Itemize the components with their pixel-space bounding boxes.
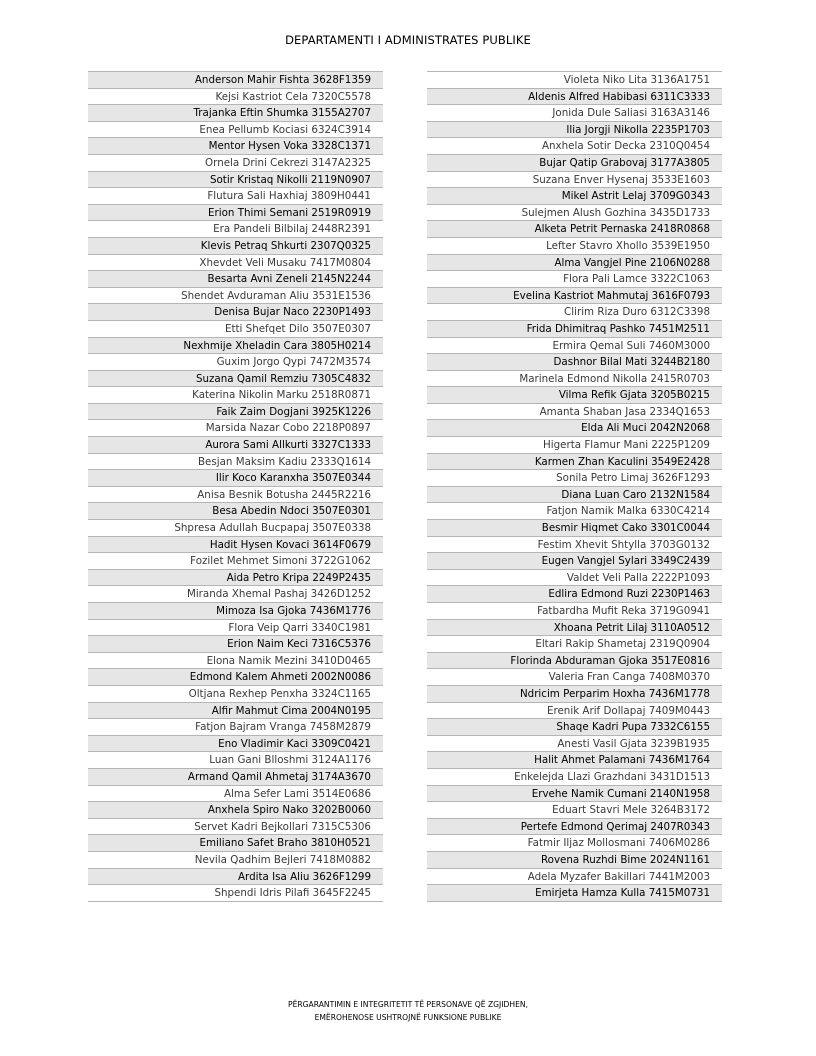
person-entry: Suzana Qamil Remziu 7305C4832 (195, 372, 371, 385)
list-item (88, 769, 383, 786)
list-item (427, 238, 722, 255)
list-item (88, 736, 383, 753)
list-item (427, 470, 722, 487)
person-entry: Clirim Riza Duro 6312C3398 (564, 306, 710, 319)
list-item (88, 869, 383, 886)
list-item (88, 188, 383, 205)
list-item (427, 205, 722, 222)
person-entry: Marsida Nazar Cobo 2218P0897 (205, 422, 371, 435)
person-entry: Etti Shefqet Dilo 3507E0307 (224, 322, 371, 335)
list-item (88, 752, 383, 769)
list-item (88, 603, 383, 620)
person-entry: Emiliano Safet Braho 3810H0521 (199, 837, 371, 850)
person-entry: Mentor Hysen Voka 3328C1371 (208, 140, 371, 153)
list-item (427, 387, 722, 404)
list-item (88, 89, 383, 106)
person-entry: Shaqe Kadri Pupa 7332C6155 (556, 721, 710, 734)
person-entry: Shpendi Idris Pilafi 3645F2245 (214, 887, 371, 900)
list-item (427, 752, 722, 769)
person-entry: Anxhela Spiro Nako 3202B0060 (207, 804, 371, 817)
list-item (427, 89, 722, 106)
person-entry: Alma Vangjel Pine 2106N0288 (554, 256, 710, 269)
person-entry: Anisa Besnik Botusha 2445R2216 (197, 488, 371, 501)
list-item (88, 387, 383, 404)
list-item (427, 155, 722, 172)
list-item (427, 404, 722, 421)
list-item (88, 437, 383, 454)
person-entry: Flutura Sali Haxhiaj 3809H0441 (207, 190, 371, 203)
list-item (88, 404, 383, 421)
person-entry: Emirjeta Hamza Kulla 7415M0731 (535, 887, 710, 900)
person-entry: Enea Pellumb Kociasi 6324C3914 (199, 123, 371, 136)
list-item (88, 719, 383, 736)
list-item (88, 321, 383, 338)
person-entry: Flora Pali Lamce 3322C1063 (563, 273, 710, 286)
person-entry: Kejsi Kastriot Cela 7320C5578 (215, 90, 371, 103)
list-item (88, 703, 383, 720)
list-item (427, 736, 722, 753)
list-item (88, 138, 383, 155)
list-item (88, 338, 383, 355)
list-item (427, 786, 722, 803)
person-entry: Trajanka Eftin Shumka 3155A2707 (193, 107, 371, 120)
person-entry: Xhevdet Veli Musaku 7417M0804 (199, 256, 371, 269)
person-entry: Frida Dhimitraq Pashko 7451M2511 (526, 322, 710, 335)
person-entry: Ermira Qemal Suli 7460M3000 (552, 339, 710, 352)
list-item (427, 437, 722, 454)
person-entry: Pertefe Edmond Qerimaj 2407R0343 (520, 820, 710, 833)
person-entry: Amanta Shaban Jasa 2334Q1653 (539, 405, 710, 418)
person-entry: Erenik Arif Dollapaj 7409M0443 (546, 704, 710, 717)
list-item (427, 537, 722, 554)
person-entry: Eduart Stavri Mele 3264B3172 (552, 804, 710, 817)
person-entry: Edlira Edmond Ruzi 2230P1463 (548, 588, 710, 601)
person-entry: Diana Luan Caro 2132N1584 (561, 488, 710, 501)
list-item (88, 470, 383, 487)
list-item (427, 769, 722, 786)
person-entry: Erion Thimi Semani 2519R0919 (208, 206, 371, 219)
person-entry: Rovena Ruzhdi Bime 2024N1161 (540, 853, 710, 866)
list-item (427, 520, 722, 537)
list-item (427, 221, 722, 238)
person-entry: Vilma Refik Gjata 3205B0215 (558, 389, 710, 402)
list-item (427, 852, 722, 869)
person-entry: Fatbardha Mufit Reka 3719G0941 (537, 605, 710, 617)
list-item (427, 653, 722, 670)
list-item (88, 669, 383, 686)
person-entry: Armand Qamil Ahmetaj 3174A3670 (187, 770, 371, 783)
list-item (88, 172, 383, 189)
person-entry: Sonila Petro Limaj 3626F1293 (556, 472, 710, 485)
page-title: DEPARTAMENTI I ADMINISTRATES PUBLIKE (285, 33, 531, 47)
person-entry: Ilia Jorgji Nikolla 2235P1703 (566, 123, 710, 136)
person-entry: Aida Petro Kripa 2249P2435 (226, 571, 371, 584)
footer-line-2: EMËROHENOSE USHTROJNË FUNKSIONE PUBLIKE (314, 1013, 502, 1022)
person-entry: Oltjana Rexhep Penxha 3324C1165 (188, 687, 371, 700)
list-item (427, 255, 722, 272)
person-entry: Festim Xhevit Shtylla 3703G0132 (537, 538, 710, 551)
list-item (427, 802, 722, 819)
person-entry: Florinda Abduraman Gjoka 3517E0816 (510, 654, 710, 667)
list-item (88, 586, 383, 603)
list-item (427, 321, 722, 338)
person-entry: Eugen Vangjel Sylari 3349C2439 (541, 555, 710, 568)
list-item (88, 620, 383, 637)
person-entry: Ervehe Namik Cumani 2140N1958 (531, 787, 710, 800)
person-entry: Besjan Maksim Kadiu 2333Q1614 (197, 455, 371, 468)
list-item (88, 819, 383, 836)
person-entry: Katerina Nikolin Marku 2518R0871 (192, 389, 371, 402)
list-item (88, 205, 383, 222)
person-entry: Faik Zaim Dogjani 3925K1226 (216, 405, 371, 418)
list-item (88, 304, 383, 321)
list-item (427, 138, 722, 155)
person-entry: Anesti Vasil Gjata 3239B1935 (557, 737, 710, 750)
person-entry: Halit Ahmet Palamani 7436M1764 (534, 754, 710, 767)
person-entry: Violeta Niko Lita 3136A1751 (563, 74, 710, 86)
person-entry: Fatjon Bajram Vranga 7458M2879 (195, 721, 371, 734)
person-entry: Elona Namik Mezini 3410D0465 (206, 654, 371, 667)
person-entry: Era Pandeli Bilbilaj 2448R2391 (213, 223, 371, 236)
person-entry: Servet Kadri Bejkollari 7315C5306 (194, 820, 371, 833)
list-item (88, 553, 383, 570)
person-entry: Ilir Koco Karanxha 3507E0344 (215, 472, 371, 485)
person-entry: Ardita Isa Aliu 3626F1299 (238, 870, 371, 883)
list-item (88, 221, 383, 238)
right-name-list (427, 71, 722, 902)
list-item (427, 703, 722, 720)
left-name-list (88, 71, 383, 902)
list-item (88, 503, 383, 520)
list-item (427, 454, 722, 471)
person-entry: Fatjon Namik Malka 6330C4214 (546, 505, 710, 518)
person-entry: Ornela Drini Cekrezi 3147A2325 (205, 156, 371, 169)
person-entry: Higerta Flamur Mani 2225P1209 (543, 439, 710, 452)
person-entry: Anderson Mahir Fishta 3628F1359 (194, 74, 371, 86)
list-item (427, 172, 722, 189)
list-item (427, 686, 722, 703)
list-item (88, 537, 383, 554)
person-entry: Fatmir Iljaz Mollosmani 7406M0286 (527, 837, 710, 850)
person-entry: Suzana Enver Hysenaj 3533E1603 (532, 173, 710, 186)
person-entry: Eno Vladimir Kaci 3309C0421 (218, 737, 371, 750)
person-entry: Flora Veip Qarri 3340C1981 (228, 621, 371, 634)
person-entry: Nevila Qadhim Bejleri 7418M0882 (194, 853, 371, 866)
person-entry: Xhoana Petrit Lilaj 3110A0512 (553, 621, 710, 634)
person-entry: Marinela Edmond Nikolla 2415R0703 (519, 372, 710, 385)
list-item (427, 354, 722, 371)
person-entry: Valdet Veli Palla 2222P1093 (566, 571, 710, 584)
person-entry: Shpresa Adullah Bucpapaj 3507E0338 (174, 522, 371, 535)
list-item (88, 155, 383, 172)
person-entry: Sulejmen Alush Gozhina 3435D1733 (521, 206, 710, 219)
person-entry: Besarta Avni Zeneli 2145N2244 (207, 273, 371, 286)
list-item (427, 819, 722, 836)
list-item (427, 122, 722, 139)
person-entry: Alketa Petrit Pernaska 2418R0868 (534, 223, 710, 236)
list-item (88, 271, 383, 288)
person-entry: Anxhela Sotir Decka 2310Q0454 (541, 140, 710, 153)
list-item (427, 72, 722, 89)
person-entry: Nexhmije Xheladin Cara 3805H0214 (183, 339, 371, 352)
list-item (88, 354, 383, 371)
person-entry: Mimoza Isa Gjoka 7436M1776 (216, 605, 371, 617)
person-entry: Sotir Kristaq Nikolli 2119N0907 (209, 173, 371, 186)
person-entry: Besa Abedin Ndoci 3507E0301 (212, 505, 371, 518)
person-entry: Bujar Qatip Grabovaj 3177A3805 (539, 156, 710, 169)
person-entry: Dashnor Bilal Mati 3244B2180 (553, 356, 710, 369)
list-item (427, 288, 722, 305)
person-entry: Besmir Hiqmet Cako 3301C0044 (541, 522, 710, 535)
list-item (88, 487, 383, 504)
list-item (427, 835, 722, 852)
person-entry: Enkelejda Llazi Grazhdani 3431D1513 (514, 770, 710, 783)
list-item (427, 636, 722, 653)
person-entry: Mikel Astrit Lelaj 3709G0343 (561, 190, 710, 203)
list-item (88, 852, 383, 869)
list-item (88, 122, 383, 139)
list-item (88, 371, 383, 388)
person-entry: Elda Ali Muci 2042N2068 (581, 422, 710, 435)
person-entry: Adela Myzafer Bakillari 7441M2003 (527, 870, 710, 883)
person-entry: Aurora Sami Allkurti 3327C1333 (205, 439, 371, 452)
person-entry: Lefter Stavro Xhollo 3539E1950 (546, 239, 710, 252)
list-item (88, 72, 383, 89)
list-item (427, 719, 722, 736)
person-entry: Eltari Rakip Shametaj 2319Q0904 (535, 638, 710, 651)
list-item (88, 420, 383, 437)
list-item (427, 869, 722, 886)
person-entry: Fozilet Mehmet Simoni 3722G1062 (190, 555, 371, 568)
list-item (88, 786, 383, 803)
footer-line-1: PËRGARANTIMIN E INTEGRITETIT TË PERSONAVE QË ZGJIDHEN, (288, 1000, 528, 1009)
person-entry: Miranda Xhemal Pashaj 3426D1252 (186, 588, 371, 601)
person-entry: Hadit Hysen Kovaci 3614F0679 (209, 538, 371, 551)
person-entry: Evelina Kastriot Mahmutaj 3616F0793 (513, 289, 710, 302)
person-entry: Jonida Dule Saliasi 3163A3146 (552, 107, 710, 120)
list-item (88, 238, 383, 255)
list-item (88, 885, 383, 902)
list-item (88, 653, 383, 670)
list-item (88, 835, 383, 852)
list-item (427, 487, 722, 504)
person-entry: Karmen Zhan Kaculini 3549E2428 (534, 455, 710, 468)
person-entry: Alfir Mahmut Cima 2004N0195 (211, 704, 371, 717)
list-item (427, 620, 722, 637)
list-item (427, 271, 722, 288)
person-entry: Ndricim Perparim Hoxha 7436M1778 (519, 687, 710, 700)
list-item (88, 570, 383, 587)
list-item (88, 636, 383, 653)
person-entry: Valeria Fran Canga 7408M0370 (548, 671, 710, 684)
list-item (427, 586, 722, 603)
list-item (427, 105, 722, 122)
list-item (88, 686, 383, 703)
person-entry: Klevis Petraq Shkurti 2307Q0325 (200, 239, 371, 252)
list-item (427, 188, 722, 205)
person-entry: Alma Sefer Lami 3514E0686 (224, 787, 371, 800)
list-item (427, 338, 722, 355)
list-item (88, 288, 383, 305)
person-entry: Erion Naim Keci 7316C5376 (227, 638, 371, 651)
person-entry: Shendet Avduraman Aliu 3531E1536 (181, 289, 371, 302)
page-footer (0, 998, 816, 1024)
list-item (427, 371, 722, 388)
list-item (88, 255, 383, 272)
list-item (427, 885, 722, 902)
list-item (427, 603, 722, 620)
person-entry: Denisa Bujar Naco 2230P1493 (214, 306, 371, 319)
person-entry: Guxim Jorgo Qypi 7472M3574 (216, 356, 371, 369)
list-item (88, 105, 383, 122)
person-entry: Aldenis Alfred Habibasi 6311C3333 (528, 90, 710, 103)
list-item (427, 420, 722, 437)
list-item (427, 570, 722, 587)
list-item (427, 553, 722, 570)
list-item (427, 304, 722, 321)
list-item (427, 669, 722, 686)
list-item (88, 520, 383, 537)
list-item (88, 454, 383, 471)
list-item (88, 802, 383, 819)
list-item (427, 503, 722, 520)
person-entry: Edmond Kalem Ahmeti 2002N0086 (189, 671, 371, 684)
person-entry: Luan Gani Blloshmi 3124A1176 (209, 754, 371, 767)
